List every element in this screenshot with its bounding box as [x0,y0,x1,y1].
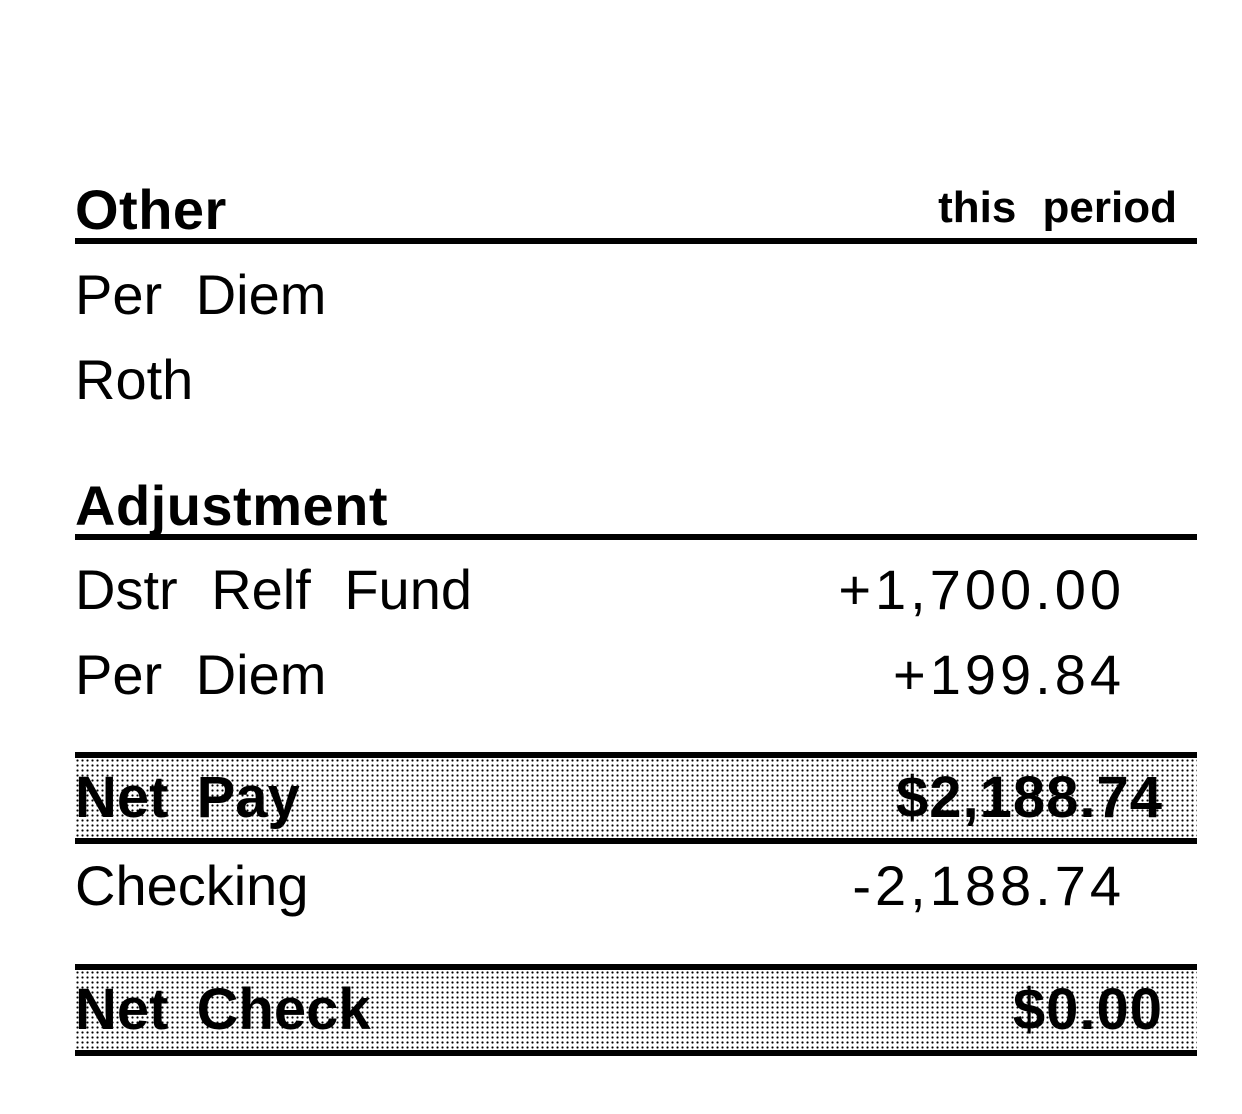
net-check-amount: $0.00 [1012,977,1163,1042]
row-label: Per Diem [75,263,327,326]
other-row-roth [75,340,1197,420]
row-amount: +1,700.00 [838,558,1125,621]
net-pay-label: Net Pay [75,765,300,830]
row-label: Dstr Relf Fund [75,558,472,621]
checking-label: Checking [75,854,309,917]
net-pay-total [75,752,1197,844]
row-amount: +199.84 [893,643,1125,706]
adjustment-section-title: Adjustment [75,474,388,537]
this-period-column-header: this period [938,183,1177,232]
pay-stub-section [75,0,1197,1114]
adjustment-row-dstr-relf-fund [75,550,1197,630]
checking-amount: -2,188.74 [852,854,1125,917]
other-section-header [75,180,1197,244]
other-row-per-diem [75,255,1197,335]
adjustment-row-per-diem [75,635,1197,715]
net-check-total [75,964,1197,1056]
other-section-title: Other [75,178,227,241]
net-pay-amount: $2,188.74 [895,765,1163,830]
net-check-label: Net Check [75,977,371,1042]
checking-row [75,846,1197,926]
adjustment-section-header [75,476,1197,540]
row-label: Per Diem [75,643,327,706]
row-label: Roth [75,348,194,411]
